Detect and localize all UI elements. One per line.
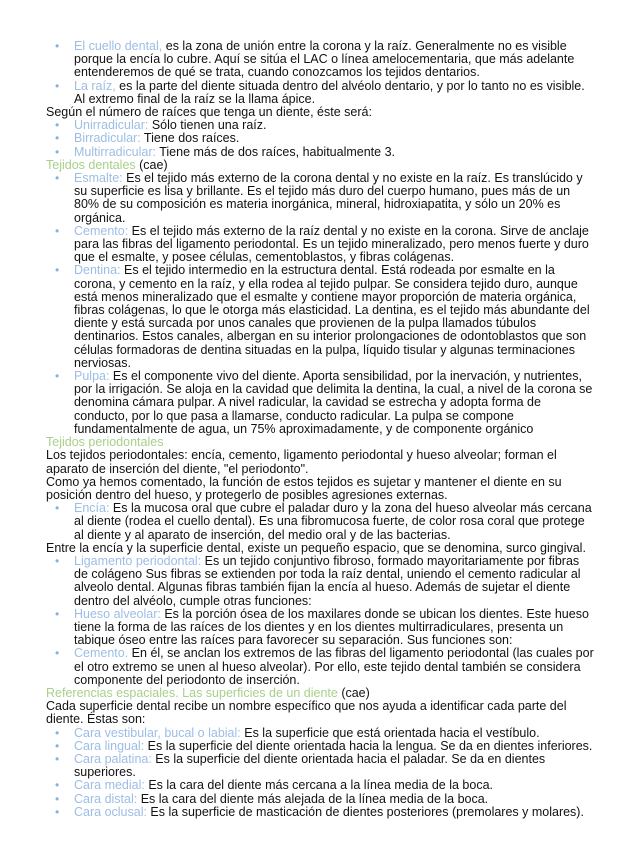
bullet-icon: • [55,804,60,819]
bullet-icon: • [55,118,60,133]
list-item [0,225,636,265]
list-item [0,502,636,542]
term-label: La raíz, [74,78,116,93]
list-item [0,370,636,436]
term-label: Dentina: [74,263,121,278]
item-text: Es la cara del diente más cercana a la línea media de la boca. [144,778,493,793]
bullet-icon: • [55,791,60,806]
item-text: Es la superficie del diente orientada hacia la lengua. Se da en dientes inferiores. [144,738,593,753]
term-label: El cuello dental, [74,39,163,53]
periodontal-list [0,555,636,687]
term-label: Cara distal: [74,791,138,806]
list-item [0,40,636,80]
item-text: es la parte del diente situada dentro del alvéolo dentario, y por lo tanto no es visible. Al extremo final de la raíz se la llama ápice. [74,78,585,106]
heading-note: (cae) [337,685,370,700]
item-text: es la zona de unión entre la corona y la raíz. Generalmente no es visible porque la encía lo cubre. Aquí se sitúa el LAC o línea amelocementaria, que más adelante entenderemos de qué se trata, cuando conozcamos los tejidos dentarios. [74,39,575,80]
term-label: Birradicular: [74,131,141,146]
item-text: Es el tejido más externo de la corona dental y no existe en la raíz. Es translúcido y su superficie es lisa y brillante. Es el tejido más duro del cuerpo humano, pues más de un 80% de su composición es materia inorgánica, mineral, hidroxiapatita, y sólo un 20% es orgánica. [74,171,583,225]
item-text: Es el componente vivo del diente. Aporta sensibilidad, por la inervación, y nutrientes, por la irrigación. Se aloja en la cavidad que delimita la dentina, la cual, a nivel de la corona se denomina cámara pulpar. A nivel radicular, la cavidad se estrecha y adopta forma de conducto, por lo que pasa a llamarse, conducto radicular. La pulpa se compone fundamentalmente de agua, un 75% aproximadamente, y de componente orgánico [74,369,593,436]
bullet-icon: • [55,39,60,53]
term-label: Esmalte: [74,171,123,186]
item-text: Tiene dos raíces. [140,131,240,146]
term-label: Unirradicular: [74,118,149,133]
bullet-icon: • [55,738,60,753]
term-label: Cara medial: [74,778,145,793]
term-label: Cara vestibular, bucal o labial: [74,725,241,740]
item-text: Es la superficie que está orientada hacia el vestíbulo. [240,725,540,740]
bullet-icon: • [55,223,60,238]
gingiva-list [0,502,636,542]
term-label: Ligamento periodontal: [74,553,202,568]
list-item [0,264,636,370]
bullet-icon: • [55,131,60,146]
term-label: Cemento. [74,646,129,661]
item-text: Sólo tienen una raíz. [148,118,267,133]
heading-title: Referencias espaciales. Las superficies de un diente [46,685,338,700]
periodontal-paragraph: Los tejidos periodontales: encía, cemento, ligamento periodontal y hueso alveolar; forman el aparato de inserción del diente, "el periodonto". [46,448,557,476]
intro-list [0,40,636,106]
item-text: Es la cara del diente más alejada de la línea media de la boca. [137,791,489,806]
bullet-icon: • [55,778,60,793]
bullet-icon: • [55,78,60,93]
list-item [0,80,636,106]
list-item [0,608,636,648]
list-item [0,806,636,819]
term-label: Encía: [74,501,110,516]
item-text: Es el tejido intermedio en la estructura dental. Está rodeada por esmalte en la corona, y cemento en la raíz, y ella rodea al tejido pulpar. Se considera tejido duro, aunque está menos mineralizado que el esmalte y contiene mayor proporción de materia orgánica, fibras colágenas, lo que le otorga más elasticidad. La dentina, es el tejido más abundante del diente y está surcada por unos canales que provienen de la pulpa llamados túbulos dentinarios. Estos canales, albergan en su interior prolongaciones de odontoblastos que son células formadoras de dentina situadas en la pulpa, líquido tisular y algunas terminaciones nerviosas. [74,263,590,370]
bullet-icon: • [55,171,60,186]
item-text: Es la mucosa oral que cubre el paladar duro y la zona del hueso alveolar más cercana al diente (rodea el cuello dental). Es una fibromucosa fuerte, de color rosa coral que protege al diente y al aparato de inserción, del medio oral y de las bacterias. [74,501,592,542]
list-item [0,555,636,608]
list-item [0,753,636,779]
bullet-icon: • [55,369,60,384]
bullet-icon: • [55,144,60,159]
term-label: Cemento: [74,223,129,238]
heading-note: (cae) [135,157,168,172]
bullet-icon: • [55,263,60,278]
roots-intro: Según el número de raíces que tenga un diente, éste será: [46,105,372,120]
bullet-icon: • [55,606,60,621]
bullet-icon: • [55,725,60,740]
list-item [0,146,636,159]
term-label: Cara oclusal: [74,804,147,819]
list-item [0,172,636,225]
list-item [0,647,636,687]
item-text: Tiene más de dos raíces, habitualmente 3. [155,144,395,159]
surfaces-paragraph: Cada superficie dental recibe un nombre específico que nos ayuda a identificar cada parte del diente. Éstas son: [46,699,567,727]
heading-title: Tejidos dentales [46,157,136,172]
heading-title: Tejidos periodontales [46,435,164,450]
gingival-sulcus-paragraph: Entre la encía y la superficie dental, existe un pequeño espacio, que se denomina, surco gingival. [46,540,586,555]
item-text: Es la porción ósea de los maxilares donde se ubican los dientes. Este hueso tiene la forma de las raíces de los dientes y en los dientes multirradiculares, presenta un tabique óseo entre las raíces para favorecer su separación. Sus funciones son: [74,606,589,648]
item-text: Es la superficie de masticación de dientes posteriores (premolares y molares). [146,804,584,819]
item-text: Es la superficie del diente orientada hacia el paladar. Se da en dientes superiores. [74,751,546,780]
bullet-icon: • [55,553,60,568]
term-label: Pulpa: [74,369,110,384]
term-label: Hueso alveolar: [74,606,161,621]
item-text: En él, se anclan los extremos de las fibras del ligamento periodontal (las cuales por el otro extremo se unen al hueso alveolar). Por ello, este tejido dental también se considera componente del periodonto de inserción. [74,646,594,687]
document-page [0,40,636,819]
item-text: Es el tejido más externo de la raíz dental y no existe en la corona. Sirve de anclaje para las fibras del ligamento periodontal. Es un tejido mineralizado, pero menos fuerte y duro que el esmalte, y posee células, cementoblastos, y fibras colágenas. [74,223,589,265]
periodontal-function-paragraph: Como ya hemos comentado, la función de estos tejidos es sujetar y mantener el diente en su posición dentro del hueso, y protegerlo de posibles agresiones externas. [46,474,562,502]
bullet-icon: • [55,751,60,766]
bullet-icon: • [55,646,60,661]
term-label: Cara palatina: [74,751,152,766]
roots-list [0,119,636,159]
dental-tissues-list [0,172,636,436]
term-label: Cara lingual: [74,738,145,753]
bullet-icon: • [55,501,60,516]
surfaces-list [0,727,636,819]
term-label: Multirradicular: [74,144,156,159]
item-text: Es un tejido conjuntivo fibroso, formado mayoritariamente por fibras de colágeno Sus fibras se extienden por toda la raíz dental, uniendo el cemento radicular al alveolo dental. Algunas fibras también fijan la encía al hueso. Además de sujetar el diente dentro del alvéolo, cumple otras funciones: [74,553,581,608]
